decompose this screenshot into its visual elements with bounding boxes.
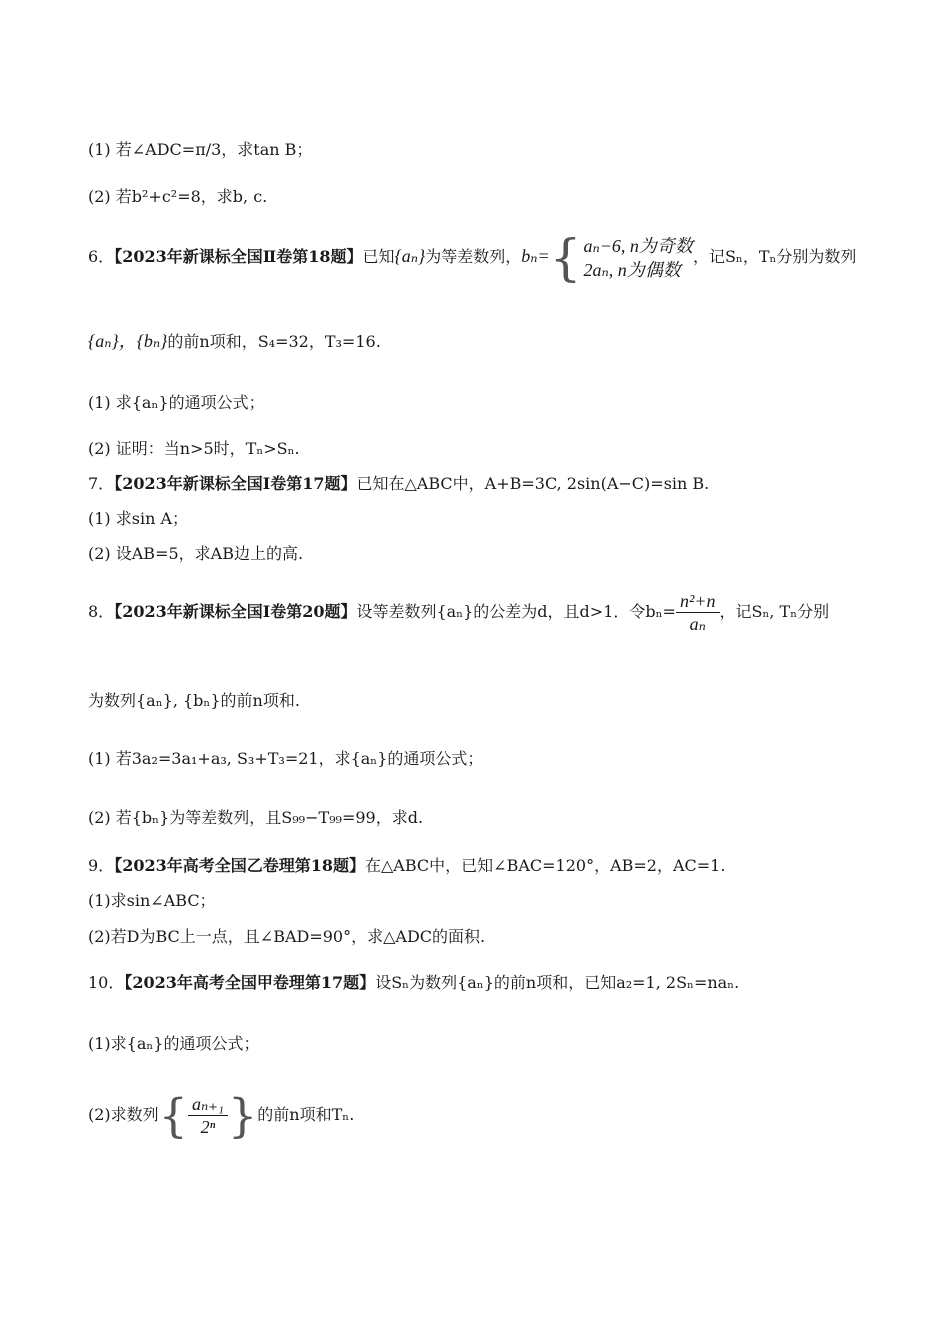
question-number: 9． bbox=[88, 856, 115, 875]
q9-part-2: (2)若D为BC上一点，且∠BAD=90°，求△ADC的面积. bbox=[88, 927, 486, 946]
question-number: 7． bbox=[88, 474, 115, 493]
question-source-tag: 【2023年新课标全国Ⅰ卷第17题】 bbox=[114, 474, 357, 493]
q10-stem: 10．【2023年高考全国甲卷理第17题】设Sₙ为数列{aₙ}的前n项和，已知a₂=1, 2Sₙ=naₙ. bbox=[88, 973, 740, 992]
question-source-tag: 【2023年新课标全国Ⅱ卷第18题】 bbox=[114, 247, 363, 266]
q9-part-1: (1)求sin∠ABC； bbox=[88, 891, 216, 910]
question-source-tag: 【2023年新课标全国Ⅰ卷第20题】 bbox=[114, 602, 357, 621]
q10-part-1: (1)求{aₙ}的通项公式； bbox=[88, 1034, 260, 1053]
q6-part-2: (2) 证明：当n>5时，Tₙ>Sₙ. bbox=[88, 439, 300, 458]
question-source-tag: 【2023年高考全国乙卷理第18题】 bbox=[114, 856, 365, 875]
question-number: 10． bbox=[88, 973, 125, 992]
fraction: $\frac{\text{n²+n}}{\text{aₙ}}$ bbox=[676, 590, 720, 635]
q6-stem-line1: 6．【2023年新课标全国Ⅱ卷第18题】已知{aₙ}为等差数列，bₙ= { aₙ−6, n为奇数 2aₙ, n为偶数 ，记Sₙ，Tₙ分别为数列 bbox=[88, 228, 857, 287]
q7-stem: 7．【2023年新课标全国Ⅰ卷第17题】已知在△ABC中，A+B=3C, 2sin(A−C)=sin B. bbox=[88, 474, 710, 493]
q7-part-2: (2) 设AB=5，求AB边上的高. bbox=[88, 544, 304, 563]
q6-stem-line2: {aₙ}，{bₙ}的前n项和，S₄=32，T₃=16. bbox=[88, 331, 381, 351]
q6-part-1: (1) 求{aₙ}的通项公式； bbox=[88, 393, 265, 412]
q7-part-1: (1) 求sin A； bbox=[88, 509, 189, 528]
q10-part-2: (2)求数列{ $\frac{\text{aₙ₊₁}}{\text{2ⁿ}}$ }的前n项和Tₙ. bbox=[88, 1088, 355, 1143]
q5-part-1: (1) 若∠ADC=π/3，求tan B； bbox=[88, 140, 313, 159]
q5-part-2: (2) 若b²+c²=8，求b, c. bbox=[88, 187, 268, 206]
q9-stem: 9．【2023年高考全国乙卷理第18题】在△ABC中，已知∠BAC=120°，AB=2，AC=1. bbox=[88, 856, 726, 875]
q8-part-1: (1) 若3a₂=3a₁+a₃, S₃+T₃=21，求{aₙ}的通项公式； bbox=[88, 749, 484, 768]
fraction: $\frac{\text{aₙ₊₁}}{\text{2ⁿ}}$ bbox=[188, 1093, 228, 1138]
question-source-tag: 【2023年高考全国甲卷理第17题】 bbox=[124, 973, 376, 992]
piecewise-definition: { aₙ−6, n为奇数 2aₙ, n为偶数 bbox=[549, 228, 693, 287]
q8-part-2: (2) 若{bₙ}为等差数列，且S₉₉−T₉₉=99，求d. bbox=[88, 808, 424, 827]
q8-stem-line2: 为数列{aₙ}, {bₙ}的前n项和. bbox=[88, 691, 300, 710]
question-number: 6． bbox=[88, 247, 115, 266]
question-number: 8． bbox=[88, 602, 115, 621]
q8-stem-line1: 8．【2023年新课标全国Ⅰ卷第20题】设等差数列{aₙ}的公差为d，且d>1．令bₙ= $\frac{\text{n²+n}}{\text{aₙ}}$ ，记Sₙ, Tₙ分别 bbox=[88, 591, 830, 634]
